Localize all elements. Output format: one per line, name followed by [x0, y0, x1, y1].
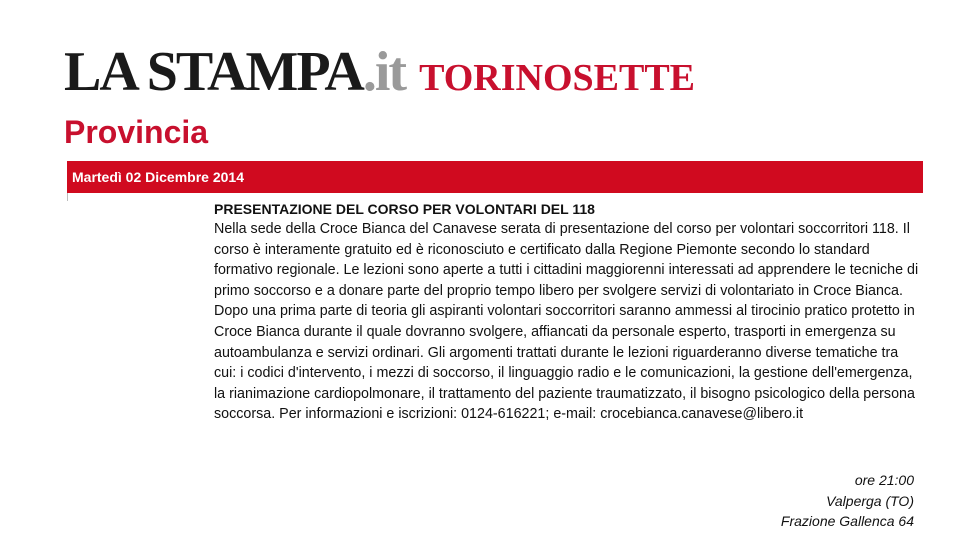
logo-tld: it	[374, 41, 406, 103]
article	[214, 200, 919, 425]
logo-section-name: TORINOSETTE	[419, 57, 696, 99]
publication-date: Martedì 02 Dicembre 2014	[72, 169, 244, 185]
logo-brand: LA STAMPA	[64, 41, 363, 103]
event-time: ore 21:00	[854, 472, 914, 488]
section-title: Provincia	[64, 114, 209, 150]
logo-dot: .	[362, 41, 375, 103]
masthead-logo[interactable]	[64, 41, 696, 103]
divider	[67, 193, 68, 201]
date-bar	[67, 161, 923, 193]
article-title: PRESENTAZIONE DEL CORSO PER VOLONTARI DEL 118	[214, 201, 595, 217]
event-town: Valperga (TO)	[826, 492, 914, 509]
event-details	[781, 470, 914, 532]
article-body: Nella sede della Croce Bianca del Canavese serata di presentazione del corso per volontari soccorritori 118. Il corso è interamente gratuito ed è riconosciuto e certificato dalla Regione Piemonte secondo lo standard formativo regionale. Le lezioni sono aperte a tutti i cittadini maggiorenni interessati ad apprendere le tecniche di primo soccorso e a donare parte del proprio tempo libero per svolgere servizi di volontariato in Croce Bianca. Dopo una prima parte di teoria gli aspiranti volontari soccorritori saranno ammessi al tirocinio pratico protetto in Croce Bianca durante il quale dovranno svolgere, affiancati da personale esperto, trasporti in emergenza su autoambulanza e servizi ordinari. Gli argomenti trattati durante le lezioni riguarderanno diverse tematiche tra cui: i codici d'intervento, i mezzi di soccorso, il linguaggio radio e le comunicazioni, la gestione dell'emergenza, la rianimazione cardiopolmonare, il trattamento del paziente traumatizzato, il bisogno psicologico della persona soccorsa. Per informazioni e iscrizioni: 0124-616221; e-mail: crocebianca.canavese@libero.it	[214, 221, 919, 423]
event-address: Frazione Gallenca 64	[780, 513, 914, 530]
